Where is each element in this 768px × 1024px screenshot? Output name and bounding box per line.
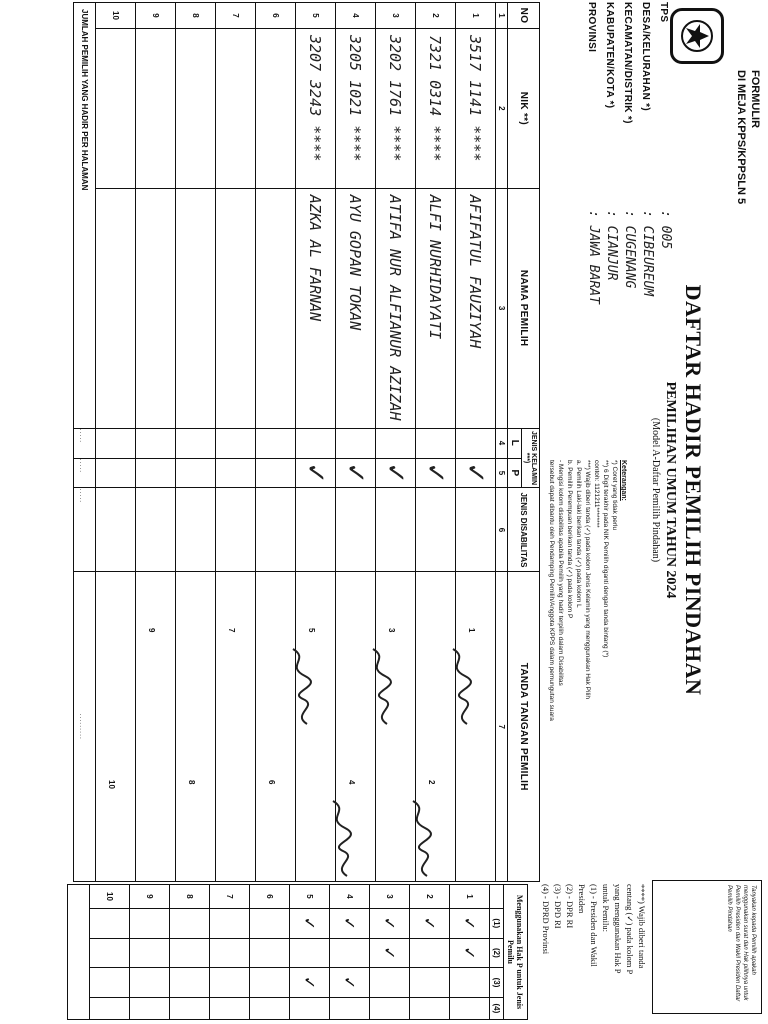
wajib-line: (1) - Presiden dan Wakil	[589, 884, 599, 967]
hak-check-cell	[450, 968, 490, 998]
hak-pilih-row	[450, 885, 490, 1020]
row-l-check	[136, 428, 176, 458]
signature-number: 2	[427, 780, 436, 785]
signature-number: 9	[147, 628, 156, 633]
form-header-line1: FORMULIR	[749, 70, 761, 129]
row-no: 8	[176, 3, 216, 29]
wajib-line: ****) Wajib diberi tanda	[637, 884, 647, 969]
model-label: (Model A-Daftar Pemilih Pindahan)	[650, 417, 661, 563]
row-p-check	[176, 458, 216, 488]
hak-pilih-row	[130, 885, 170, 1020]
hak-row-number: 5	[290, 885, 330, 909]
wajib-line: (3) - DPD RI	[553, 884, 563, 929]
row-nama: ALFI NURHIDAYATI	[416, 188, 456, 428]
instruction-box	[652, 880, 762, 1014]
wajib-line: yang menggunakan Hak P	[613, 884, 623, 974]
keterangan-line-8: tersebut dapat dibantu oleh Pendamping Pemilih/Anggota KPPS dalam pemungutan suara	[548, 460, 555, 721]
row-nik: 3517 1141 ****	[456, 28, 496, 188]
hak-check-cell: ✓	[330, 909, 370, 939]
hak-pilih-row	[330, 885, 370, 1020]
hak-pilih-row	[290, 885, 330, 1020]
hak-check-cell	[130, 997, 170, 1019]
hak-check-cell	[290, 997, 330, 1019]
row-disabilitas	[416, 488, 456, 572]
row-nik: 7321 0314 ****	[416, 28, 456, 188]
signature-number: 3	[387, 628, 396, 633]
wajib-line: (4) - DPRD Provinsi	[541, 884, 551, 955]
kpu-logo-icon	[670, 8, 724, 64]
hak-check-cell	[210, 938, 250, 968]
desa-label: DESA/KELURAHAN *)	[640, 2, 651, 111]
row-l-check	[456, 428, 496, 458]
hak-pilih-row	[210, 885, 250, 1020]
hak-col-1: (1)	[490, 909, 504, 939]
instruction-box-text: Tanyakan kepada Pemilih apakah menggunakan surat dan Hak pilihnya untuk Pemilih Presiden dan Wakil Presiden Daftar Pemilih Pindahan	[726, 885, 756, 1002]
hak-pilih-row	[410, 885, 450, 1020]
row-l-check	[216, 428, 256, 458]
kabupaten-value: CIANJUR	[604, 225, 619, 281]
hak-check-cell	[170, 968, 210, 998]
signature-scribble	[441, 644, 475, 734]
signature-number: 7	[227, 628, 236, 633]
hak-check-cell	[330, 997, 370, 1019]
row-no: 3	[376, 3, 416, 29]
hak-row-number: 1	[450, 885, 490, 909]
hak-check-cell	[90, 909, 130, 939]
hak-check-cell	[410, 997, 450, 1019]
col-jk-header: JENIS KELAMIN ***)	[522, 428, 540, 488]
form-header	[734, 70, 762, 204]
tps-label: TPS	[658, 2, 669, 23]
hak-check-cell	[130, 968, 170, 998]
row-nama: AFIFATUL FAUZIYAH	[456, 188, 496, 428]
signature-number: 10	[107, 780, 116, 789]
row-l-check	[336, 428, 376, 458]
row-no: 2	[416, 3, 456, 29]
col-number: 2	[496, 28, 508, 188]
hak-check-cell	[130, 938, 170, 968]
provinsi-value: JAWA BARAT	[586, 225, 601, 304]
hak-row-number: 4	[330, 885, 370, 909]
hak-check-cell: ✓	[370, 909, 410, 939]
hak-row-number: 2	[410, 885, 450, 909]
row-no: 1	[456, 3, 496, 29]
keterangan-line-2: **) 6 Digit terakhir pada NIK Pemilih diganti dengan tanda bintang (*)	[602, 460, 609, 658]
row-nama	[136, 188, 176, 428]
col-ttd-header: TANDA TANGAN PEMILIH	[508, 572, 540, 882]
row-l-check	[256, 428, 296, 458]
row-disabilitas	[136, 488, 176, 572]
hak-check-cell	[330, 938, 370, 968]
row-nik	[256, 28, 296, 188]
row-nama	[256, 188, 296, 428]
location-labels	[582, 2, 672, 124]
row-no: 4	[336, 3, 376, 29]
kecamatan-label: KECAMATAN/DISTRIK *)	[622, 2, 633, 124]
row-p-check: ✓	[296, 458, 336, 488]
keterangan-line-4: ***) Wajib diberi tanda (✓) pada kolom Jenis Kelamin yang menggunakan Hak Pilih	[584, 460, 591, 699]
hak-check-cell	[250, 938, 290, 968]
hak-check-cell	[370, 968, 410, 998]
hak-check-cell	[90, 938, 130, 968]
keterangan-title: Keterangan:	[620, 460, 627, 501]
signature-scribble	[361, 644, 395, 734]
hak-pilih-body	[90, 885, 490, 1020]
col-p-header: P	[508, 458, 522, 488]
wajib-line: (2) - DPR RI	[565, 884, 575, 929]
hak-row-number: 10	[90, 885, 130, 909]
hak-col-2: (2)	[490, 938, 504, 968]
hak-pilih-row	[370, 885, 410, 1020]
col-number: 5	[496, 458, 508, 488]
hak-check-cell	[410, 968, 450, 998]
col-nama-header: NAMA PEMILIH	[508, 188, 540, 428]
row-l-check	[296, 428, 336, 458]
signature-number: 8	[187, 780, 196, 785]
keterangan-line-5: a. Pemilih Laki-laki berikan tanda (✓) pada kolom L	[575, 460, 582, 608]
keterangan-line-6: b. Pemilih Perempuan berikan tanda (✓) pada kolom P	[566, 460, 573, 619]
row-nama	[216, 188, 256, 428]
hak-check-cell: ✓	[450, 938, 490, 968]
wajib-line: untuk Pemilu:	[601, 884, 611, 932]
signature-number: 6	[267, 780, 276, 785]
row-nik: 3202 1761 ****	[376, 28, 416, 188]
hak-pilih-row	[170, 885, 210, 1020]
hak-check-cell: ✓	[290, 968, 330, 998]
row-p-check: ✓	[416, 458, 456, 488]
col-number: 3	[496, 188, 508, 428]
col-number: 4	[496, 428, 508, 458]
row-l-check	[96, 428, 136, 458]
col-number: 1	[496, 3, 508, 29]
hak-pilih-row	[250, 885, 290, 1020]
col-disabilitas-header: JENIS DISABILITAS	[508, 488, 540, 572]
form-header-line2: DI MEJA KPPS/KPPSLN 5	[735, 70, 747, 205]
hak-row-number: 8	[170, 885, 210, 909]
provinsi-label: PROVINSI	[586, 2, 597, 53]
hak-pilih-header: Menggunakan Hak P untuk Jenis Pemilu	[504, 885, 528, 1020]
hak-row-number: 7	[210, 885, 250, 909]
hak-check-cell	[170, 909, 210, 939]
col-nik-header: NIK **)	[508, 28, 540, 188]
hak-col-4: (4)	[490, 997, 504, 1019]
page-title: DAFTAR HADIR PEMILIH PINDAHAN	[681, 284, 706, 696]
hak-check-cell	[130, 909, 170, 939]
hak-check-cell: ✓	[410, 909, 450, 939]
hak-col-3: (3)	[490, 968, 504, 998]
keterangan-line-7: - Mengisi kolom disabilitas apabila Pemilih yang hadir terpilih dalam Disabilitas	[557, 460, 564, 686]
kecamatan-value: CUGENANG	[622, 225, 637, 289]
row-p-check: ✓	[456, 458, 496, 488]
keterangan-line-3: contoh: 1121211********	[593, 460, 600, 528]
row-disabilitas	[176, 488, 216, 572]
col-number: 6	[496, 488, 508, 572]
row-nama	[176, 188, 216, 428]
hak-check-cell	[170, 938, 210, 968]
row-p-check	[256, 458, 296, 488]
wajib-notes	[540, 884, 648, 1014]
row-nama: AYU GOPAN TOKAN	[336, 188, 376, 428]
hak-check-cell	[210, 968, 250, 998]
hak-pilih-table	[67, 884, 528, 1020]
row-p-check: ✓	[376, 458, 416, 488]
row-p-check	[96, 458, 136, 488]
hak-pilih-row	[90, 885, 130, 1020]
hak-row-number: 9	[130, 885, 170, 909]
row-l-check	[416, 428, 456, 458]
row-nik	[176, 28, 216, 188]
hak-check-cell	[210, 909, 250, 939]
signature-number: 4	[347, 780, 356, 785]
tps-value: 005	[658, 225, 673, 250]
row-disabilitas	[256, 488, 296, 572]
row-disabilitas	[96, 488, 136, 572]
hak-check-cell	[450, 997, 490, 1019]
hak-check-cell	[170, 997, 210, 1019]
row-no: 7	[216, 3, 256, 29]
hak-check-cell: ✓	[370, 938, 410, 968]
row-no: 10	[96, 3, 136, 29]
keterangan-block	[547, 460, 628, 800]
attendance-table: NO NIK **) NAMA PEMILIH JENIS KELAMIN ***) JENIS DISABILITAS TANDA TANGAN PEMILIH L P 1 2 3 4 5 6 7 1 3517 1141 **** AFIFATUL FAUZIYAH ✓ 2 7321 0314 **** ALFI NURHIDAYATI ✓ 3 3202 1761 **** ATIFA NUR ALFIANUR AZIZAH ✓ 4 3205 1021 **** AYU GOPAN TOKAN ✓ 5 3207 3243 **** AZKA AL FARNAN ✓ 6 7 8 9 10 JUMLAH PEMILIH YANG HADIR PER HALAMAN ..... ..... ..... .........	[73, 2, 540, 882]
hak-check-cell	[90, 968, 130, 998]
wajib-line: Presiden	[577, 884, 587, 914]
hak-row-number: 3	[370, 885, 410, 909]
hak-check-cell	[250, 968, 290, 998]
col-l-header: L	[508, 428, 522, 458]
row-disabilitas	[296, 488, 336, 572]
hak-row-number: 6	[250, 885, 290, 909]
hak-check-cell	[210, 997, 250, 1019]
col-number: 7	[496, 572, 508, 882]
row-nama: AZKA AL FARNAN	[296, 188, 336, 428]
desa-value: CIBEUREUM	[640, 225, 655, 297]
hak-check-cell	[90, 997, 130, 1019]
wajib-line: centang (✓) pada kolom P	[625, 884, 635, 975]
row-nama: ATIFA NUR ALFIANUR AZIZAH	[376, 188, 416, 428]
row-p-check	[216, 458, 256, 488]
row-p-check: ✓	[336, 458, 376, 488]
hak-check-cell	[250, 909, 290, 939]
signature-number: 5	[307, 628, 316, 633]
row-nik	[96, 28, 136, 188]
row-l-check	[176, 428, 216, 458]
signature-scribble	[401, 796, 435, 886]
page-subtitle: PEMILIHAN UMUM TAHUN 2024	[663, 381, 678, 599]
row-nik	[216, 28, 256, 188]
row-nama	[96, 188, 136, 428]
signature-scribble	[321, 796, 355, 886]
hak-check-cell	[370, 997, 410, 1019]
row-nik: 3207 3243 ****	[296, 28, 336, 188]
row-disabilitas	[456, 488, 496, 572]
hak-check-cell: ✓	[330, 968, 370, 998]
title-block	[650, 250, 706, 730]
hak-check-cell: ✓	[290, 909, 330, 939]
hak-check-cell: ✓	[450, 909, 490, 939]
hak-check-cell	[290, 938, 330, 968]
row-no: 9	[136, 3, 176, 29]
row-disabilitas	[376, 488, 416, 572]
row-nik	[136, 28, 176, 188]
jumlah-label: JUMLAH PEMILIH YANG HADIR PER HALAMAN	[74, 3, 96, 429]
kabupaten-label: KABUPATEN/KOTA *)	[604, 2, 615, 109]
signature-scribble	[281, 644, 315, 734]
row-disabilitas	[336, 488, 376, 572]
hak-check-cell	[410, 938, 450, 968]
col-no-header: NO	[508, 3, 540, 29]
location-values: : 005 : CIBEUREUM : CUGENANG : CIANJUR : JAWA BARAT	[586, 210, 673, 304]
keterangan-line-1: *) Coret yang tidak perlu	[611, 460, 618, 531]
row-no: 5	[296, 3, 336, 29]
row-no: 6	[256, 3, 296, 29]
row-nik: 3205 1021 ****	[336, 28, 376, 188]
row-p-check	[136, 458, 176, 488]
hak-check-cell	[250, 997, 290, 1019]
signature-number: 1	[467, 628, 476, 633]
row-disabilitas	[216, 488, 256, 572]
row-l-check	[376, 428, 416, 458]
